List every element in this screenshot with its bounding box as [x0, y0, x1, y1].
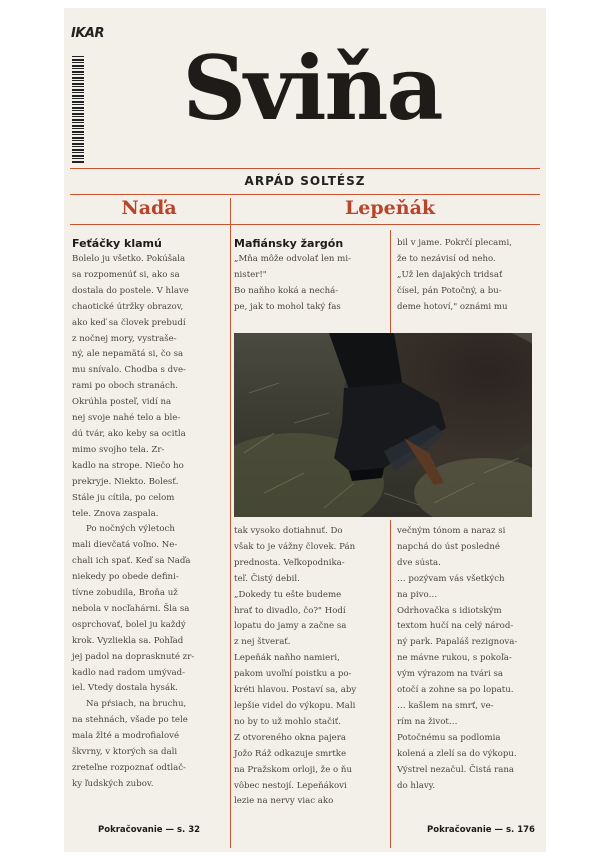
column-divider-2-top — [390, 230, 391, 348]
right-bottom-line: … kašlem na smrť, ve- — [397, 700, 494, 711]
right-bottom-line: Odrhovačka s idiotským — [397, 605, 502, 616]
right-bottom-line: ne mávne rukou, s pokoľa- — [397, 653, 512, 664]
left-subhead: Feťáčky klamú — [72, 237, 162, 250]
left-text-line: tívne zobudila, Broňa už — [72, 588, 178, 599]
left-text-line: ako keď sa človek prebudí — [72, 317, 186, 328]
left-text-line: mimo svojho tela. Zr- — [72, 444, 165, 455]
right-bottom-line: textom hučí na celý národ- — [397, 621, 514, 632]
middle-bottom-line: tak vysoko dotiahnuť. Do — [234, 526, 343, 536]
column-divider-1 — [230, 198, 231, 848]
left-text-line: krok. Vyzliekla sa. Pohľad — [72, 635, 184, 646]
left-text-line: rami po oboch stranách. — [72, 381, 179, 392]
divider-top — [70, 168, 540, 169]
right-top-line: „Už len dajakých tridsať — [397, 269, 503, 280]
publisher-logo: IKAR — [71, 26, 104, 41]
middle-bottom-line: teľ. Čistý debil. — [234, 573, 300, 584]
left-text-line: ky ľudských zubov. — [72, 778, 154, 789]
right-bottom-line: večným tónom a naraz si — [397, 526, 506, 536]
left-text-line: kadlo na strope. Niečo ho — [72, 460, 184, 471]
middle-top-line: pe, jak to mohol taký fas — [234, 301, 341, 312]
middle-bottom-line: na Pražskom orloji, že o ňu — [234, 764, 353, 775]
middle-bottom-line: však to je vážny človek. Pán — [234, 541, 356, 552]
book-title: Sviňa — [182, 36, 442, 140]
left-continued: Pokračovanie — s. 32 — [98, 825, 201, 835]
middle-bottom-line: vôbec nestojí. Lepeňákovi — [234, 780, 347, 791]
left-text-line: Stále ju cítila, po celom — [72, 492, 175, 503]
divider-author — [70, 194, 540, 195]
middle-bottom-line: pakom uvoľní poistku a po- — [234, 669, 352, 680]
left-text-line: zreteľne rozpoznať odtlač- — [72, 763, 186, 773]
right-bottom-line: otočí a zohne sa po lopatu. — [397, 685, 514, 696]
right-bottom-line: vým výrazom na tvári sa — [397, 669, 504, 680]
middle-bottom-line: no by to už mohlo stačiť. — [234, 716, 341, 727]
middle-top-line: nister!" — [234, 269, 267, 280]
section-head-right: Lepeňák — [344, 197, 436, 219]
left-text-line: chaotické útržky obrazov, — [72, 301, 184, 312]
right-column-bottom-text — [397, 524, 517, 794]
middle-bottom-line: Jožo Ráž odkazuje smrtke — [234, 748, 347, 759]
book-author: ARPÁD SOLTÉSZ — [244, 174, 366, 188]
left-text-line: mali dievčatá voľno. Ne- — [72, 540, 178, 551]
left-text-line: sa rozpomenúť si, ako sa — [72, 269, 180, 280]
book-cover — [64, 8, 546, 852]
middle-bottom-line: lopatu do jamy a začne sa — [234, 621, 347, 632]
right-bottom-line: rím na život… — [397, 716, 458, 727]
middle-bottom-line: Lepeňák naňho namieri, — [234, 653, 340, 664]
middle-subhead: Mafiánsky žargón — [234, 237, 344, 250]
middle-column-bottom-text — [234, 524, 356, 810]
left-text-line: z nočnej mory, vystraše- — [72, 333, 177, 344]
middle-bottom-line: Z otvoreného okna pajera — [234, 732, 346, 743]
middle-top-line: Bo naňho koká a nechá- — [234, 285, 339, 296]
right-bottom-line: na pivo… — [397, 589, 438, 600]
right-continued: Pokračovanie — s. 176 — [427, 825, 535, 835]
right-bottom-line: kolená a zlelí sa do výkopu. — [397, 748, 517, 759]
left-text-line: tele. Znova zaspala. — [72, 508, 159, 519]
right-bottom-line: Výstrel nezačul. Čistá rana — [397, 764, 515, 775]
left-text-line: Na pŕsiach, na bruchu, — [86, 699, 187, 710]
right-top-line: deme hotoví," oznámi mu — [397, 301, 508, 312]
right-bottom-line: dve sústa. — [397, 557, 441, 568]
divider-heads — [70, 224, 540, 225]
middle-bottom-line: hrať to divadlo, čo?" Hodí — [234, 605, 346, 616]
section-head-left: Naďa — [121, 197, 177, 219]
middle-top-line: „Mňa môže odvolať len mi- — [234, 254, 351, 264]
left-text-line: nebola v nocľahárni. Šla sa — [72, 603, 190, 614]
left-text-line: jej padol na doprasknuté zr- — [72, 651, 195, 662]
middle-bottom-line: kréti hlavou. Postaví sa, aby — [234, 685, 357, 696]
left-text-line: iel. Vtedy dostala hysák. — [72, 683, 179, 694]
middle-bottom-line: lezie na nervy viac ako — [234, 796, 334, 807]
left-column-text — [72, 252, 194, 793]
left-text-line: dú tvár, ako keby sa ocitla — [72, 428, 186, 439]
cover-photo — [234, 333, 532, 517]
left-text-line: mu snívalo. Chodba s dve- — [72, 365, 186, 376]
left-text-line: mala žlté a modrofialové — [72, 731, 180, 742]
middle-bottom-line: prednosta. Veľkopodnika- — [234, 557, 345, 568]
left-text-line: nej svoje nahé telo a ble- — [72, 413, 181, 424]
left-text-line: niekedy po obede defini- — [72, 572, 179, 583]
right-bottom-line: do hlavy. — [397, 780, 436, 791]
left-text-line: na stehnách, všade po tele — [72, 715, 188, 726]
middle-bottom-line: lepšie videl do výkopu. Mali — [234, 700, 356, 711]
left-text-line: ný, ale nepamätá si, čo sa — [72, 349, 184, 360]
middle-bottom-line: „Dokedy tu ešte budeme — [234, 589, 342, 600]
left-text-line: kadlo nad radom umývad- — [72, 667, 186, 678]
right-bottom-line: napchá do úst posledné — [397, 541, 500, 552]
right-top-line: že to nezávisí od neho. — [397, 253, 496, 264]
right-bottom-line: … pozývam vás všetkých — [397, 573, 505, 584]
left-text-line: dostala do postele. V hlave — [72, 285, 189, 296]
left-text-line: Okrúhla posteľ, vidí na — [72, 397, 172, 408]
barcode-strip — [72, 56, 84, 164]
photo-illustration — [234, 333, 532, 517]
right-top-line: čísel, pán Potočný, a bu- — [397, 285, 502, 296]
right-top-line: bil v jame. Pokrčí plecami, — [397, 238, 512, 248]
right-bottom-line: ný park. Papaláš rezignova- — [397, 637, 518, 648]
right-bottom-line: Potočnému sa podlomia — [397, 732, 501, 743]
left-text-line: Bolelo ju všetko. Pokúšala — [72, 254, 186, 264]
column-divider-2-bottom — [390, 520, 391, 848]
right-column-top-text — [397, 236, 512, 316]
middle-column-top-text — [234, 252, 351, 316]
left-text-line: osprchovať, bolel ju každý — [72, 619, 186, 630]
left-text-line: škvrny, v ktorých sa dali — [72, 747, 178, 758]
left-text-line: Po nočných výletoch — [86, 524, 175, 535]
left-text-line: prekryje. Niekto. Bolesť. — [72, 476, 179, 487]
middle-bottom-line: z nej štverať. — [234, 637, 291, 648]
left-text-line: chali ich spať. Keď sa Naďa — [72, 556, 191, 567]
